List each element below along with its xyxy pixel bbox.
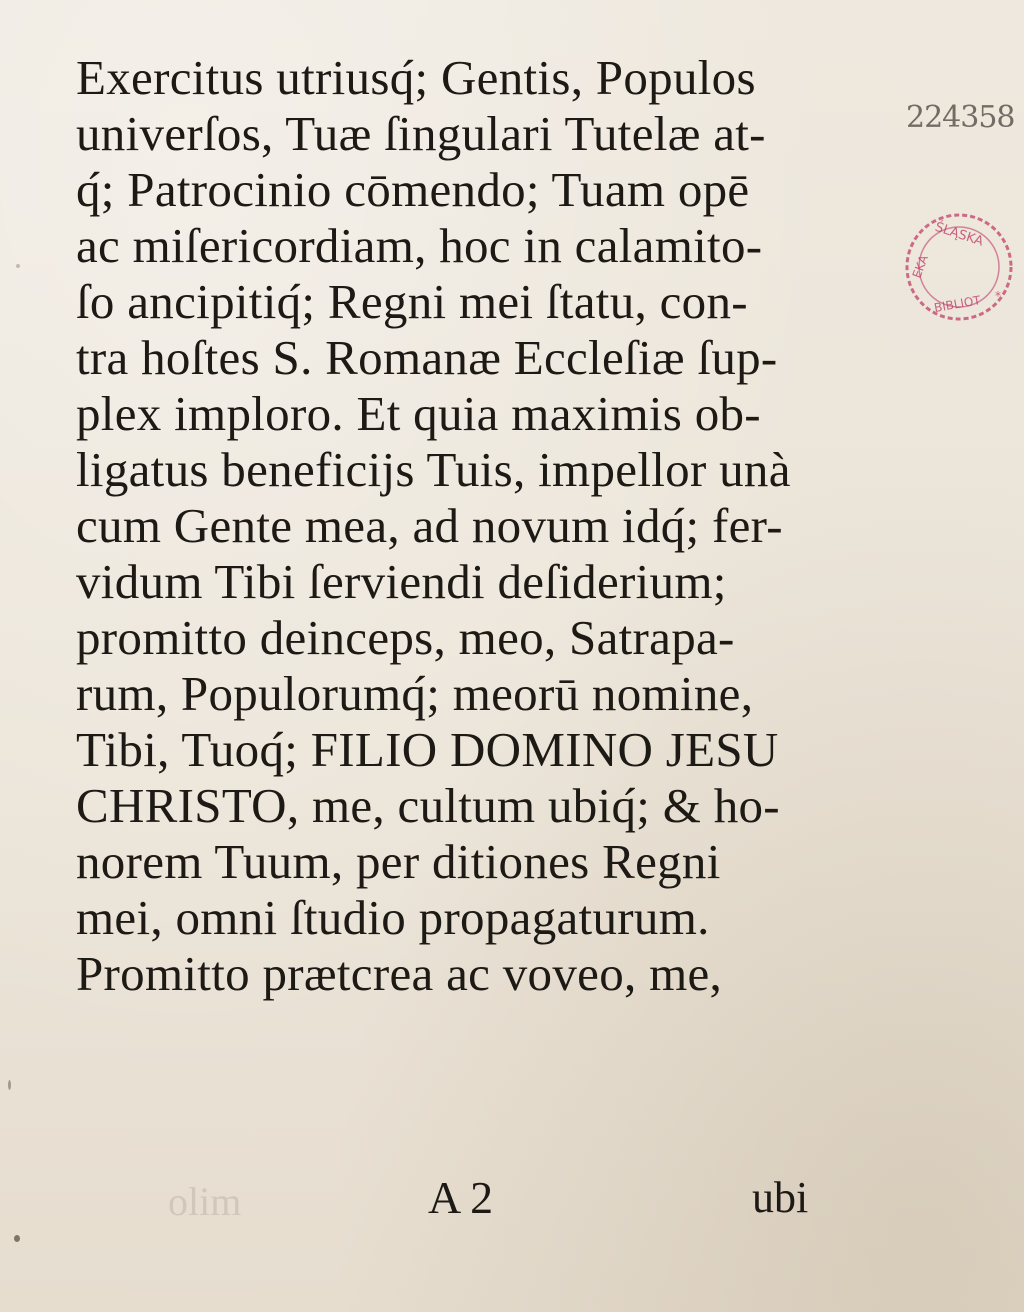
svg-text:ŚLĄSKA: ŚLĄSKA	[933, 219, 986, 250]
text-line: Tibi, Tuoq́; FILIO DOMINO JESU	[76, 722, 779, 777]
library-stamp-icon	[900, 208, 1018, 326]
text-line: tra hoſtes S. Romanæ Eccleſiæ ſup-	[76, 330, 778, 385]
text-line: univerſos, Tuæ ſingulari Tutelæ at-	[76, 106, 766, 161]
text-line: promitto deinceps, meo, Satrapa-	[76, 610, 735, 665]
text-line: plex imploro. Et quia maximis ob-	[76, 386, 761, 441]
text-line: cum Gente mea, ad novum idq́; fer-	[76, 498, 783, 553]
shelf-mark: 224358	[906, 100, 1015, 135]
text-line: vidum Tibi ſerviendi deſiderium;	[76, 554, 727, 609]
text-line: q́; Patrocinio cōmendo; Tuam opē	[76, 162, 750, 217]
text-line: rum, Populorumq́; meorū nomine,	[76, 666, 754, 721]
text-line: ſo ancipitiq́; Regni mei ſtatu, con-	[76, 274, 748, 329]
text-line: ac miſericordiam, hoc in calamito-	[76, 218, 763, 273]
ink-speck	[14, 1235, 20, 1242]
page-footer	[0, 1168, 1024, 1228]
text-line: Promitto prætcrea ac voveo, me,	[76, 946, 723, 1001]
bleed-through-text: olim	[168, 1179, 242, 1224]
text-line: norem Tuum, per ditiones Regni	[76, 834, 721, 889]
ink-speck	[8, 1080, 11, 1090]
body-text	[76, 50, 916, 1002]
svg-text:*: *	[995, 289, 1001, 303]
svg-text:BIBLIOT: BIBLIOT	[932, 293, 982, 316]
catchword: ubi	[752, 1173, 809, 1222]
svg-text:EKA: EKA	[909, 253, 931, 281]
text-line: mei, omni ſtudio propagaturum.	[76, 890, 710, 945]
text-line: CHRISTO, me, cultum ubiq́; & ho-	[76, 778, 780, 833]
text-line: ligatus beneficijs Tuis, impellor unà	[76, 442, 791, 497]
text-line: Exercitus utriusq́; Gentis, Populos	[76, 50, 756, 105]
ink-speck	[16, 264, 20, 268]
signature-mark: A 2	[428, 1172, 494, 1223]
